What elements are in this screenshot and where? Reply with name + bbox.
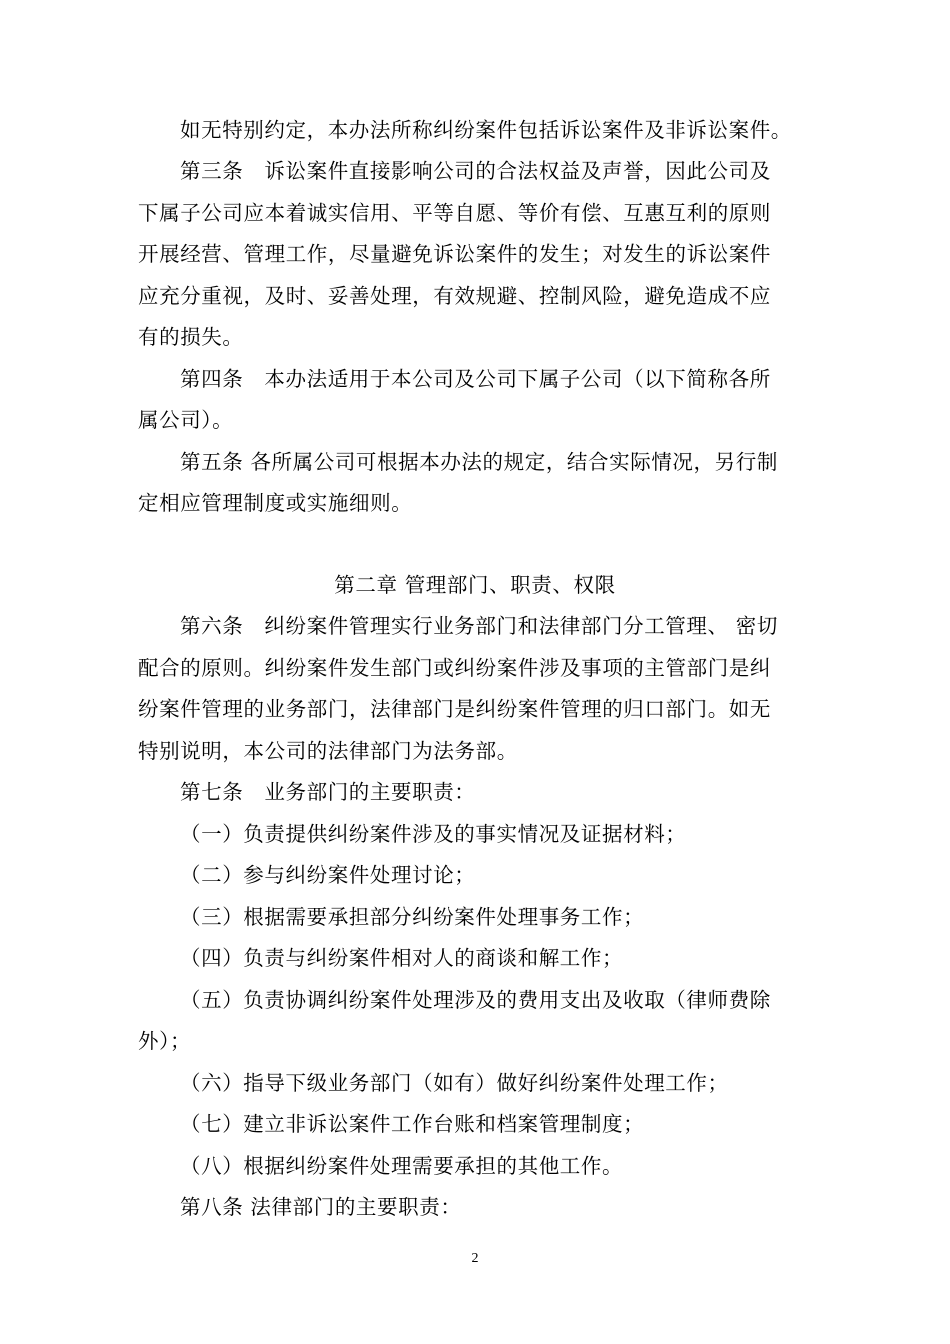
article-7-heading-line: 第七条 业务部门的主要职责：: [180, 780, 476, 804]
paragraph-line: 配合的原则。纠纷案件发生部门或纠纷案件涉及事项的主管部门是纠: [138, 656, 771, 680]
chapter-title: 第二章 管理部门、职责、权限: [334, 573, 616, 597]
article-4-heading-line: 第四条 本办法适用于本公司及公司下属子公司（以下简称各所: [180, 367, 771, 391]
page-number: 2: [471, 1251, 479, 1266]
paragraph-line: 属公司）。: [138, 408, 234, 432]
paragraph-line: 纷案件管理的业务部门，法律部门是纠纷案件管理的归口部门。如无: [138, 697, 771, 721]
paragraph-line: 特别说明，本公司的法律部门为法务部。: [138, 739, 518, 763]
list-item-continuation: 外）；: [138, 1029, 192, 1053]
list-item: （二）参与纠纷案件处理讨论；: [180, 863, 476, 887]
article-5-heading-line: 第五条 各所属公司可根据本办法的规定，结合实际情况，另行制: [180, 450, 778, 474]
list-item: （六）指导下级业务部门（如有）做好纠纷案件处理工作；: [180, 1071, 729, 1095]
article-6-heading-line: 第六条 纠纷案件管理实行业务部门和法律部门分工管理、 密切: [180, 614, 778, 638]
list-item: （四）负责与纠纷案件相对人的商谈和解工作；: [180, 946, 624, 970]
paragraph-line: 应充分重视，及时、妥善处理，有效规避、控制风险，避免造成不应: [138, 284, 771, 308]
paragraph-line: 有的损失。: [138, 325, 244, 349]
paragraph-line: 如无特别约定，本办法所称纠纷案件包括诉讼案件及非诉讼案件。: [180, 118, 792, 142]
list-item: （八）根据纠纷案件处理需要承担的其他工作。: [180, 1154, 624, 1178]
list-item: （七）建立非诉讼案件工作台账和档案管理制度；: [180, 1112, 645, 1136]
list-item: （一）负责提供纠纷案件涉及的事实情况及证据材料；: [180, 822, 687, 846]
list-item: （五）负责协调纠纷案件处理涉及的费用支出及收取（律师费除: [180, 988, 771, 1012]
paragraph-line: 定相应管理制度或实施细则。: [138, 491, 413, 515]
article-8-heading-line: 第八条 法律部门的主要职责：: [180, 1195, 462, 1219]
paragraph-line: 开展经营、管理工作，尽量避免诉讼案件的发生；对发生的诉讼案件: [138, 242, 771, 266]
article-3-heading-line: 第三条 诉讼案件直接影响公司的合法权益及声誉，因此公司及: [180, 159, 771, 183]
list-item: （三）根据需要承担部分纠纷案件处理事务工作；: [180, 905, 645, 929]
paragraph-line: 下属子公司应本着诚实信用、平等自愿、等价有偿、互惠互利的原则: [138, 201, 771, 225]
